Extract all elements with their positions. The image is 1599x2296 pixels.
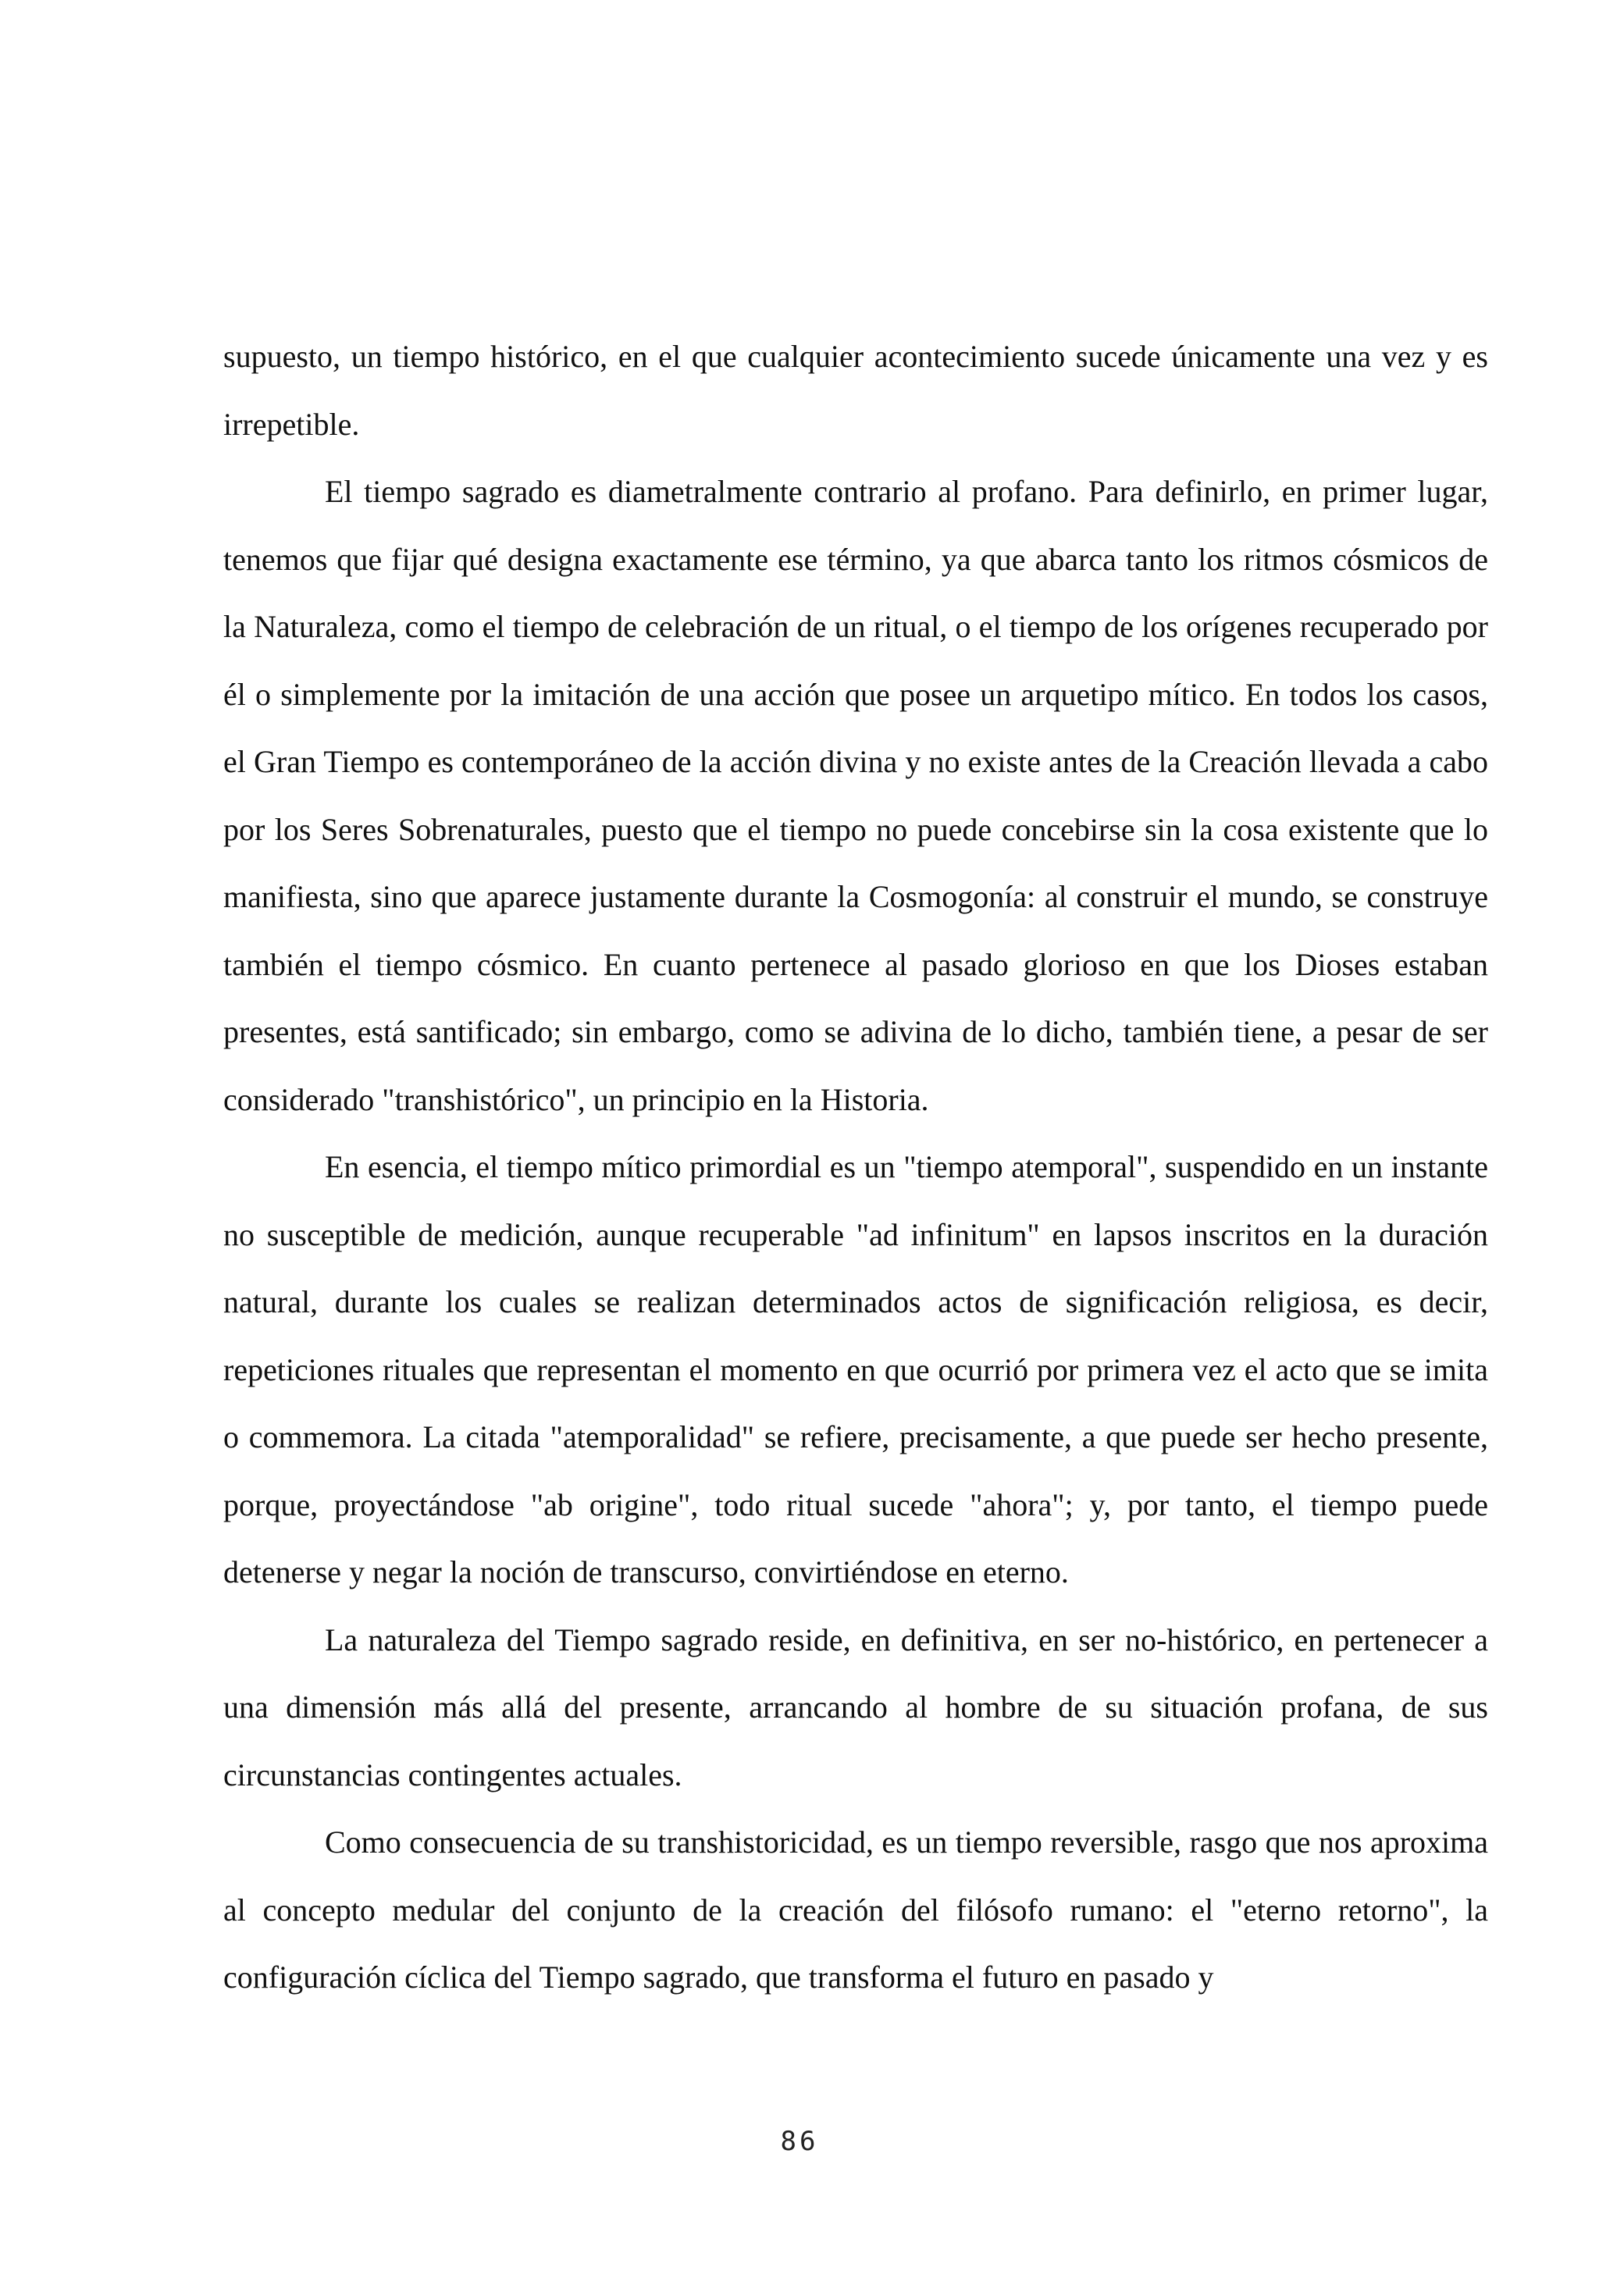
body-text	[223, 323, 1488, 2012]
paragraph-2: El tiempo sagrado es diametralmente contrario al profano. Para definirlo, en primer lugar, tenemos que fijar qué designa exactamente ese término, ya que abarca tanto los ritmos cósmicos de la Naturaleza, como el tiempo de celebración de un ritual, o el tiempo de los orígenes recuperado por él o simplemente por la imitación de una acción que posee un arquetipo mítico. En todos los casos, el Gran Tiempo es contemporáneo de la acción divina y no existe antes de la Creación llevada a cabo por los Seres Sobrenaturales, puesto que el tiempo no puede concebirse sin la cosa existente que lo manifiesta, sino que aparece justamente durante la Cosmogonía: al construir el mundo, se construye también el tiempo cósmico. En cuanto pertenece al pasado glorioso en que los Dioses estaban presentes, está santificado; sin embargo, como se adivina de lo dicho, también tiene, a pesar de ser considerado "transhistórico", un principio en la Historia.	[223, 474, 1488, 1117]
paragraph-1: supuesto, un tiempo histórico, en el que cualquier acontecimiento sucede únicamente una vez y es irrepetible.	[223, 339, 1488, 442]
paragraph-4: La naturaleza del Tiempo sagrado reside, en definitiva, en ser no-histórico, en pertenecer a una dimensión más allá del presente, arrancando al hombre de su situación profana, de sus circunstancias contingentes actuales.	[223, 1621, 1488, 1792]
paragraph-5: Como consecuencia de su transhistoricidad, es un tiempo reversible, rasgo que nos aproxima al concepto medular del conjunto de la creación del filósofo rumano: el "eterno retorno", la configuración cíclica del Tiempo sagrado, que transforma el futuro en pasado y	[223, 1824, 1488, 1995]
paragraph-3: En esencia, el tiempo mítico primordial es un "tiempo atemporal", suspendido en un instante no susceptible de medición, aunque recuperable "ad infinitum" en lapsos inscritos en la duración natural, durante los cuales se realizan determinados actos de significación religiosa, es decir, repeticiones rituales que representan el momento en que ocurrió por primera vez el acto que se imita o commemora. La citada "atemporalidad" se refiere, precisamente, a que puede ser hecho presente, porque, proyectándose "ab origine", todo ritual sucede "ahora"; y, por tanto, el tiempo puede detenerse y negar la noción de transcurso, convirtiéndose en eterno.	[223, 1149, 1488, 1589]
page-number: 86	[780, 2126, 819, 2157]
